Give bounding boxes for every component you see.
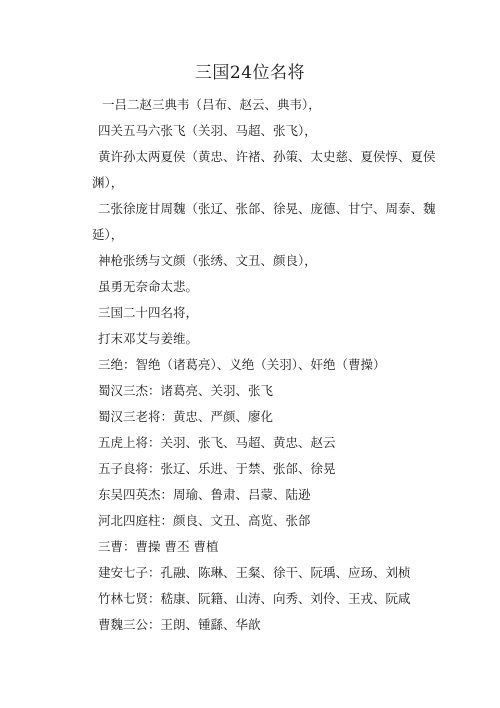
text-line: 河北四庭柱：颜良、文丑、高览、张郃 [98, 513, 311, 528]
text-line: 神枪张绣与文颜（张绣、文丑、颜良）， [98, 253, 317, 268]
text-line: 二张徐庞甘周魏（张辽、张郃、徐晃、庞德、甘宁、周泰、魏 [98, 201, 436, 216]
text-line: 三曹：曹操 曹丕 曹植 [98, 539, 219, 554]
document-body [92, 92, 436, 638]
text-line: 五虎上将：关羽、张飞、马超、黄忠、赵云 [98, 435, 336, 450]
text-line: 虽勇无奈命太悲。 [98, 279, 199, 294]
text-line: 蜀汉三杰：诸葛亮、关羽、张飞 [98, 383, 274, 398]
text-line: 一吕二赵三典韦（吕布、赵云、典韦）， [102, 97, 321, 112]
text-line: 黄许孙太两夏侯（黄忠、许褚、孙策、太史慈、夏侯惇、夏侯 [98, 149, 436, 164]
page-title: 三国24位名将 [194, 63, 306, 83]
text-line: 三绝：智绝（诸葛亮）、义绝（关羽）、奸绝（曹操） [98, 357, 386, 372]
text-line: 四关五马六张飞（关羽、马超、张飞）， [98, 123, 317, 138]
text-line: 打末邓艾与姜维。 [98, 331, 199, 346]
text-line: 延）， [92, 227, 124, 242]
text-line: 竹林七贤：嵇康、阮籍、山涛、向秀、刘伶、王戎、阮咸 [98, 591, 411, 606]
text-line: 建安七子：孔融、陈琳、王粲、徐干、阮瑀、应玚、刘桢 [98, 565, 411, 580]
text-line: 渊）， [92, 175, 124, 190]
text-line: 东吴四英杰：周瑜、鲁肃、吕蒙、陆逊 [98, 487, 311, 502]
text-line: 曹魏三公：王朗、锺繇、华歆 [98, 617, 261, 632]
text-line: 三国二十四名将， [98, 305, 199, 320]
text-line: 蜀汉三老将：黄忠、严颜、廖化 [98, 409, 274, 424]
text-line: 五子良将：张辽、乐进、于禁、张郃、徐晃 [98, 461, 336, 476]
